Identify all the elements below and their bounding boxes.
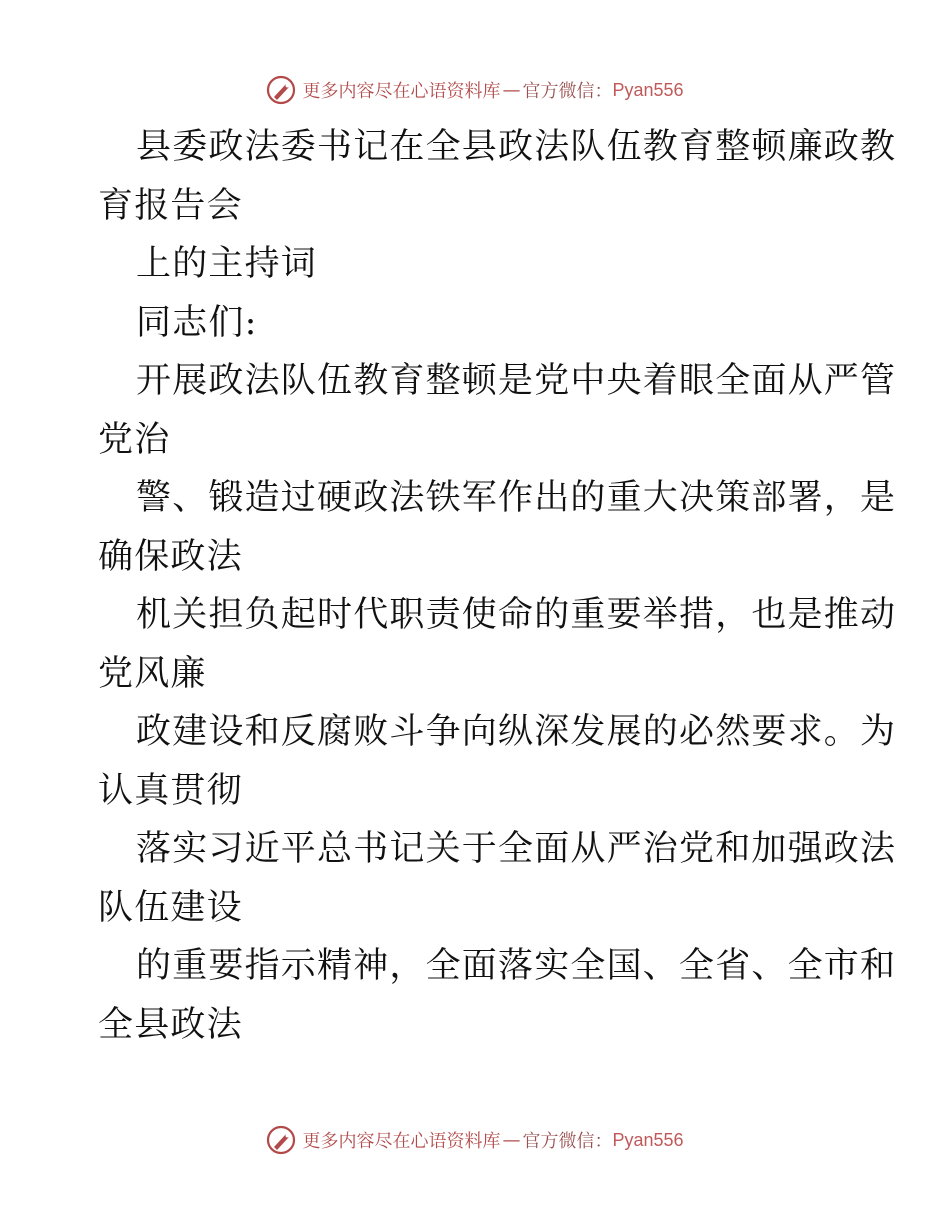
watermark-text: 更多内容尽在心语资料库 [302,81,501,102]
watermark-wechat-label: 官方微信： [522,1131,613,1152]
paragraph-line: 的重要指示精神，全面落实全国、全省、全市和 [136,946,897,986]
watermark-dash: — [502,79,521,101]
title-line-2: 育报告会 [98,185,243,226]
watermark-text: 更多内容尽在心语资料库 [302,1131,501,1152]
paragraph-line: 全县政法 [98,1004,243,1045]
title-line-1: 县委政法委书记在全县政法队伍教育整顿廉政教 [136,127,897,167]
watermark-wechat-label: 官方微信： [522,81,613,102]
paragraph-line: 政建设和反腐败斗争向纵深发展的必然要求。为 [136,712,897,752]
paragraph-line: 党风廉 [98,653,207,694]
pen-nib-logo-icon [266,1125,296,1155]
paragraph-line: 警、锻造过硬政法铁军作出的重大决策部署，是 [136,478,897,518]
watermark-wechat-id: Pyan556 [612,79,684,100]
paragraph-line: 机关担负起时代职责使命的重要举措，也是推动 [136,595,897,635]
watermark-dash: — [502,1129,521,1151]
document-body [98,118,897,1054]
watermark-wechat-id: Pyan556 [612,1129,684,1150]
watermark-header [0,70,950,110]
paragraph-line: 认真贯彻 [98,770,243,811]
title-line-3: 上的主持词 [136,244,318,284]
paragraph-line: 党治 [98,419,171,460]
watermark-footer [0,1120,950,1160]
paragraph-line: 落实习近平总书记关于全面从严治党和加强政法 [136,829,897,869]
paragraph-line: 确保政法 [98,536,243,577]
pen-nib-logo-icon [266,75,296,105]
salutation: 同志们: [136,302,258,343]
paragraph-line: 开展政法队伍教育整顿是党中央着眼全面从严管 [136,361,897,401]
paragraph-line: 队伍建设 [98,887,243,928]
